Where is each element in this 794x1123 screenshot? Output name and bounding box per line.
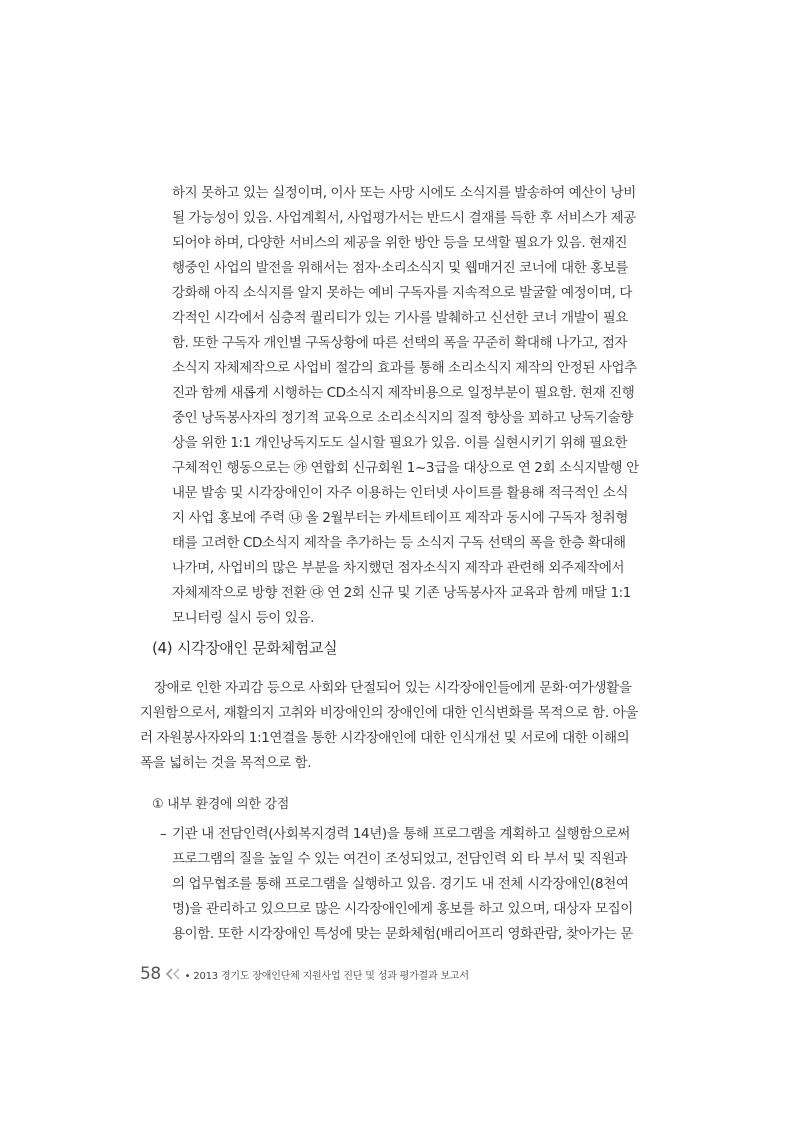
text-line: 태를 고려한 CD소식지 제작을 추가하는 등 소식지 구독 선택의 폭을 한층 확대해 [172,535,626,551]
text-line: 중인 낭독봉사자의 정기적 교육으로 소리소식지의 질적 향상을 꾀하고 낭독기술향 [172,410,633,426]
chevron-left-icon [165,967,181,981]
text-line: 소식지 자체제작으로 사업비 절감의 효과를 통해 소리소식지 제작의 안정된 사업추 [172,360,637,376]
subheading: ① 내부 환경에 의한 강점 [152,797,290,812]
text-line: 되어야 하며, 다양한 서비스의 제공을 위한 방안 등을 모색할 필요가 있음. 현재진 [172,235,628,251]
page-footer [140,962,469,986]
text-line: 러 자원봉사자와의 1:1연결을 통한 시각장애인에 대한 인식개선 및 서로에 대한 이해의 [140,730,630,746]
text-line: 기관 내 전담인력(사회복지경력 14년)을 통해 프로그램을 계획하고 실행함으로써 [172,826,630,842]
text-line: 지원함으로서, 재활의지 고취와 비장애인의 장애인에 대한 인식변화를 목적으로 함. 아울 [140,705,638,721]
text-line: 내문 발송 및 시각장애인이 자주 이용하는 인터넷 사이트를 활용해 적극적인 소식 [172,485,629,501]
text-line: 상을 위한 1:1 개인낭독지도도 실시할 필요가 있음. 이를 실현시키기 위해 필요한 [172,435,628,451]
text-line: 프로그램의 질을 높일 수 있는 여건이 조성되었고, 전담인력 외 타 부서 및 직원과 [172,851,628,867]
text-line: 구체적인 행동으로는 ㉮ 연합회 신규회원 1~3급을 대상으로 연 2회 소식지발행 안 [172,460,639,476]
text-line: 자체제작으로 방향 전환 ㉰ 연 2회 신규 및 기존 낭독봉사자 교육과 함께 매달 1:1 [172,585,631,601]
text-line: 지 사업 홍보에 주력 ㉯ 올 2월부터는 카세트테이프 제작과 동시에 구독자 청취형 [172,510,628,526]
text-line: 하지 못하고 있는 실정이며, 이사 또는 사망 시에도 소식지를 발송하여 예산이 낭비 [172,185,636,201]
text-line: 모니터링 실시 등이 있음. [172,610,314,626]
text-line: 강화해 아직 소식지를 알지 못하는 예비 구독자를 지속적으로 발굴할 예정이며, 다 [172,285,632,301]
body-paragraph-3 [172,822,654,947]
text-line: 나가며, 사업비의 많은 부분을 차지했던 점자소식지 제작과 관련해 외주제작에서 [172,560,625,576]
page-number: 58 [140,964,161,984]
text-line: 함. 또한 구독자 개인별 구독상황에 따른 선택의 폭을 꾸준히 확대해 나가고, 점자 [172,335,628,351]
text-line: 용이함. 또한 시각장애인 특성에 맞는 문화체험(배리어프리 영화관람, 찾아가는 문 [172,926,633,942]
text-line: 진과 함께 새롭게 시행하는 CD소식지 제작비용으로 일정부분이 필요함. 현재 진행 [172,385,635,401]
dash-bullet: – [160,826,167,842]
text-line: 폭을 넓히는 것을 목적으로 함. [140,755,312,771]
section-heading: (4) 시각장애인 문화체험교실 [152,639,338,657]
text-line: 장애로 인한 자괴감 등으로 사회와 단절되어 있는 시각장애인들에게 문화·여가생활을 [154,680,632,696]
footer-title: • 2013 경기도 장애인단체 지원사업 진단 및 성과 평가결과 보고서 [184,970,469,982]
text-line: 명)을 관리하고 있으므로 많은 시각장애인에게 홍보를 하고 있으며, 대상자 모집이 [172,901,633,917]
text-line: 될 가능성이 있음. 사업계획서, 사업평가서는 반드시 결재를 득한 후 서비스가 제공 [172,210,636,226]
body-paragraph-1 [172,181,654,631]
text-line: 각적인 시각에서 심층적 퀄리티가 있는 기사를 발췌하고 신선한 코너 개발이 필요 [172,310,629,326]
text-line: 의 업무협조를 통해 프로그램을 실행하고 있음. 경기도 내 전체 시각장애인(8천여 [172,876,629,892]
text-line: 행중인 사업의 발전을 위해서는 점자·소리소식지 및 웹매거진 코너에 대한 홍보를 [172,260,629,276]
body-paragraph-2 [140,676,654,776]
